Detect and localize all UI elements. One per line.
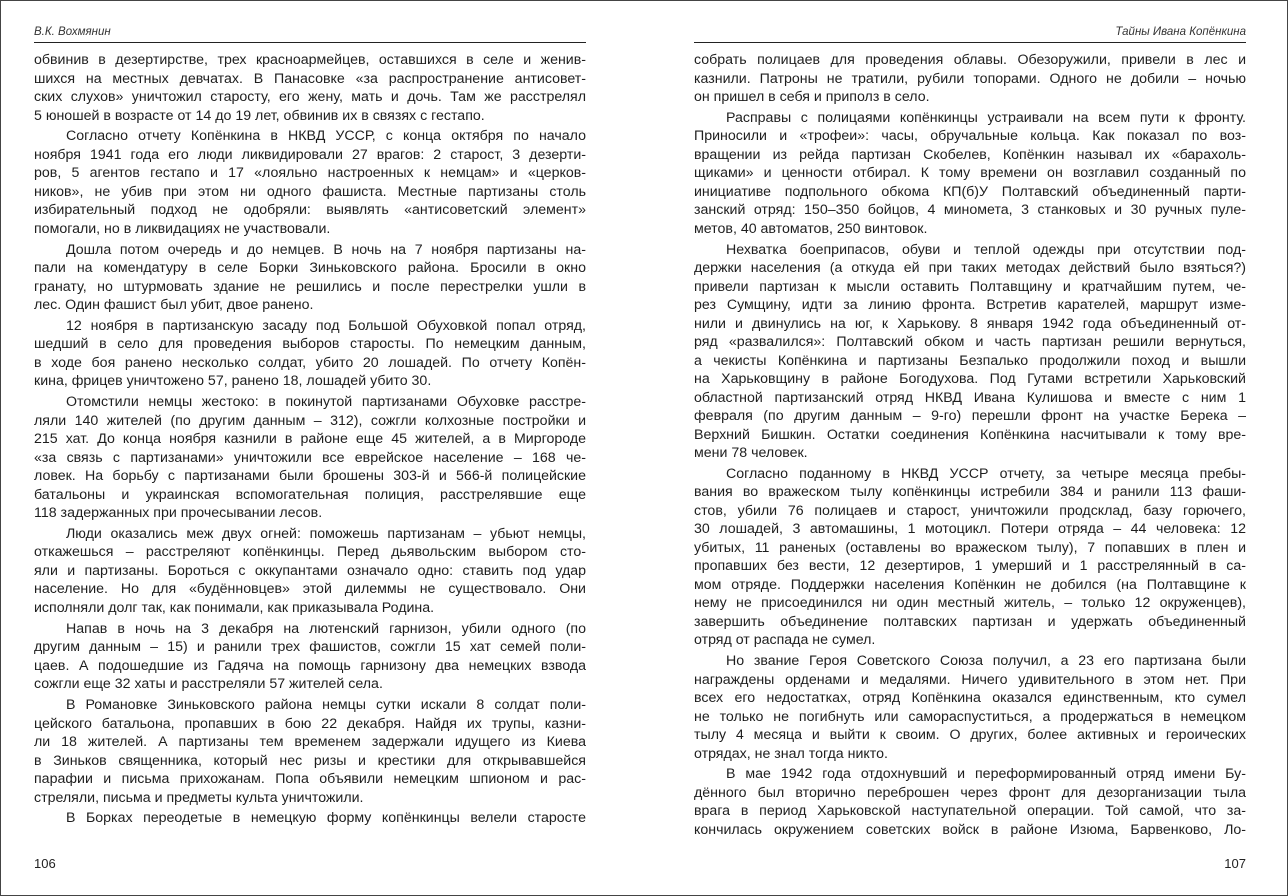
text-line: Напав в ночь на 3 декабря на лютенский гарнизон, убили одного (по [66,620,586,637]
text-line: вания во вражеском тылу копёнкинцы истребили 384 и ранили 113 фаши- [694,484,1246,501]
page-number: 106 [34,856,56,871]
text-line: мом отряде. Поддержки населения Копёнкин не добился (на Полтавщине к [694,576,1246,593]
text-line: В мае 1942 года отдохнувший и переформированный отряд имени Бу- [726,766,1246,783]
text-line: «за связь с партизанами» уничтожили все еврейское население – 168 че- [34,449,586,466]
text-line: ских слухов» уничтожил старосту, его жену, мать и дочь. Там же расстрелял [34,89,586,105]
text-line: ров, 5 агентов гестапо и 17 «лояльно настроенных к немцам» и «церков- [34,165,586,182]
text-line: дённого был вторично переброшен через фронт для дезорганизации тыла [694,784,1246,801]
text-line: мени 78 человек. [694,445,808,462]
text-line: кина, фрицев уничтожено 57, ранено 18, лошадей убито 30. [34,373,432,390]
text-line: лес. Один фашист был убит, двое ранено. [34,297,314,314]
text-line: награждены орденами и медалями. Ничего удивительного в этом нет. При [694,671,1246,688]
text-line: Приносили и «трофеи»: часы, обручальные кольца. Как показал по воз- [694,128,1246,145]
text-line: 5 юношей в возрасте от 14 до 19 лет, обвинив их в связях с гестапо. [34,107,485,124]
text-line: а чекисты Копёнкина и партизаны Безпалько продолжили поход и вышли [694,352,1246,369]
text-line: стреляли, письма и предметы культа уничтожили. [34,789,364,806]
text-line: цаев. А подошедшие из Гадяча на помощь гарнизону два немецких взвода [34,657,586,674]
text-line: ловек. На борьбу с партизанами были брошены 303-й и 566-й полицейские [34,468,586,485]
text-line: всех его недостатках, отряд Копёнкина оказался единственным, кто сумел [694,690,1246,707]
text-line: убитых, 11 раненых (оставлены во вражеском тылу), 7 попавших в плен и [694,539,1246,556]
running-head-title: Тайны Ивана Копёнкина [694,24,1246,43]
text-line: В Борках переодетые в немецкую форму копёнкинцы велели старосте [66,810,586,827]
paragraph [694,765,1246,839]
text-line: ников», не убив при этом ни одного фашиста. Местные партизаны столь [34,183,586,200]
text-line: обвинив в дезертирстве, трех красноармейцев, оставшихся в селе и женив- [34,52,586,68]
text-line: ноября 1941 года его люди ликвидировали 27 врагов: 2 старост, 3 дезерти- [34,146,586,163]
text-line: население. Но для «будённовцев» этой дилеммы не существовало. Они [34,581,586,598]
text-line: в ходе боя ранено несколько солдат, убито 20 лошадей. По отчету Копён- [34,354,586,371]
text-line: помогали, но в ликвидациях не участвовали. [34,220,331,237]
text-line: отрядах, не знал тогда никто. [694,745,888,762]
paragraph [34,393,586,523]
text-line: казнили. Патроны не тратили, рубили топорами. Одного не добили – ночью [694,70,1246,87]
text-line: занский отряд: 150–350 бойцов, 4 миномета, 3 станковых и 30 ручных пуле- [694,202,1246,219]
text-line: Верхний Бишкин. Остатки соединения Копёнкина насчитывали к тому вре- [694,426,1246,443]
text-line: Согласно поданному в НКВД УССР отчету, за четыре месяца пребы- [726,465,1246,482]
text-line: областной партизанский отряд НКВД Ивана Кулишова и вместе с ним 1 [694,389,1246,406]
page-number: 107 [1224,856,1246,871]
text-line: пали на комендатуру в селе Борки Зиньковского района. Бросили в окно [34,260,586,277]
text-line: врага в период Харьковской наступательной операции. Той самой, что за- [694,803,1246,820]
text-line: другим данным – 15) и ранили трех фашистов, сожгли 15 хат семей поли- [34,639,586,656]
text-line: не только не погибнуть или самораспуститься, а продержаться в немецком [694,708,1246,725]
text-line: цейского батальона, пропавших в бою 22 декабря. Найдя их трупы, казни- [34,715,586,732]
text-line: избирательный подход не одобряли: выявлять «антисоветский элемент» [34,202,586,219]
text-line: В Романовке Зиньковского района немцы сутки искали 8 солдат поли- [66,697,586,714]
right-page [694,0,1246,896]
paragraph [694,465,1246,650]
text-line: парафии и письма прихожанам. Попа объявили немецким шпионом и рас- [34,771,586,788]
paragraph [694,241,1246,463]
text-line: батальоны и украинская вспомогательная полиция, расстрелявшие еще [34,486,586,503]
paragraph [34,809,586,828]
text-line: шихся на местных девчатах. В Панасовке «за распространение антисовет- [34,70,586,87]
text-line: на Харьковщину в районе Богодухова. Под Гутами встретили Харьковский [694,371,1246,388]
text-line: ли 18 жителей. А партизаны тем временем задержали идущего из Киева [34,734,586,751]
paragraph [694,109,1246,239]
text-line: февраля (по другим данным – 9-го) перешли фронт на участке Берека – [694,408,1246,425]
text-line: держки населения (а откуда ей при таких методах действий было взяться?) [694,260,1246,277]
text-line: Согласно отчету Копёнкина в НКВД УССР, с конца октября по начало [66,128,586,145]
text-line: сожгли еще 32 хаты и расстреляли 57 жителей села. [34,676,383,693]
text-line: он пришел в себя и приполз в село. [694,89,930,105]
text-line: Отомстили немцы жестоко: в покинутой партизанами Обуховке расстре- [66,394,586,411]
text-line: Нехватка боеприпасов, обуви и теплой одежды при отсутствии под- [726,241,1246,258]
text-line: стов, убили 76 полицаев и старост, уничтожили продсклад, базу горючего, [694,502,1246,519]
text-line: пропавших без вести, 12 дезертиров, 1 умерший и 1 расстрелянный в са- [694,558,1246,575]
running-head-author: В.К. Вохмянин [34,24,586,43]
paragraph [34,525,586,618]
paragraph [34,620,586,694]
text-line: исполняли долг так, как понимали, как приказывала Родина. [34,599,435,616]
text-line: привели партизан к мысли оставить Полтавщину и кратчайшим путем, че- [694,278,1246,295]
text-line: гранату, но штурмовать здание не решились и после перестрелки ушли в [34,278,586,295]
text-line: откажешься – расстреляют копёнкинцы. Перед дьявольским выбором сто- [34,544,586,561]
left-page [34,0,586,896]
text-line: инициативе подпольного обкома КП(б)У Полтавский объединенный парти- [694,183,1246,200]
text-line: нему не присоединился ни один местный житель, – только 12 окруженцев), [694,595,1246,612]
text-line: вращении из рейда партизан Скобелев, Копёнкин называл их «барахоль- [694,146,1246,163]
text-line: яли и партизаны. Бороться с оккупантами означало одно: ставить под удар [34,562,586,579]
text-line: 118 задержанных при прочесывании лесов. [34,505,323,522]
text-line: ряд «развалился»: Полтавский обком и часть партизан решили вернуться, [694,334,1246,351]
text-line: завершить объединение полтавских партизан и удержать объединенный [694,613,1246,630]
left-page-body [34,51,586,830]
paragraph [34,317,586,391]
text-line: тылу 4 месяца и выйти к своим. О других, более активных и героических [694,727,1246,744]
text-line: нили и двинулись на юг, к Харькову. 8 января 1942 года объединенный от- [694,315,1246,332]
paragraph [34,241,586,315]
text-line: рез Сумщину, идти за линию фронта. Встретив карателей, маршрут изме- [694,297,1246,314]
paragraph [694,51,1246,107]
text-line: кончилась окружением советских войск в районе Изюма, Барвенково, Ло- [694,821,1246,838]
text-line: собрать полицаев для проведения облавы. Обезоружили, привели в лес и [694,52,1246,68]
right-page-body [694,51,1246,842]
text-line: Дошла потом очередь и до немцев. В ночь на 7 ноября партизаны на- [66,241,586,258]
text-line: щиками» и ценности отбирал. К тому времени он возглавил созданный по [694,165,1246,182]
text-line: ляли 140 жителей (по другим данным – 312), сожгли колхозные постройки и [34,412,586,429]
text-line: 30 лошадей, 3 автомашины, 1 мотоцикл. Потери отряда – 44 человека: 12 [694,521,1246,538]
paragraph [34,127,586,238]
paragraph [34,696,586,807]
paragraph [694,652,1246,763]
text-line: Расправы с полицаями копёнкинцы устраивали на всем пути к фронту. [726,109,1246,126]
text-line: метов, 40 автоматов, 250 винтовок. [694,220,928,237]
text-line: 12 ноября в партизанскую засаду под Большой Обуховкой попал отряд, [66,317,586,334]
text-line: отряд от распада не сумел. [694,632,876,649]
text-line: Люди оказались меж двух огней: поможешь партизанам – убьют немцы, [66,525,586,542]
text-line: шедший в село для проведения выборов старосты. По немецким данным, [34,336,586,353]
text-line: Но звание Героя Советского Союза получил, а 23 его партизана были [726,653,1246,670]
text-line: в Зиньков священника, который нес ризы и крестики для открывавшейся [34,752,586,769]
text-line: 215 хат. До конца ноября казнили в районе еще 45 жителей, а в Миргороде [34,431,586,448]
paragraph [34,51,586,125]
